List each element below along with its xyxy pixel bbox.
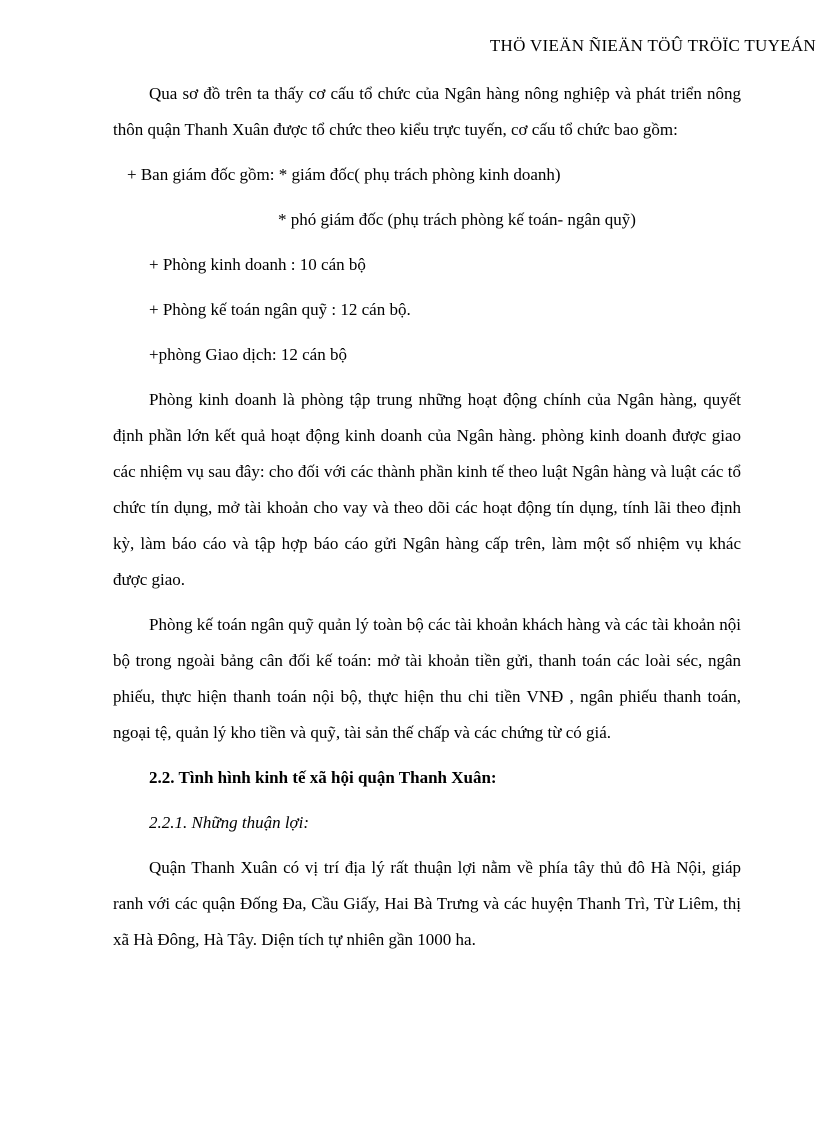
transaction-dept-line: +phòng Giao dịch: 12 cán bộ	[149, 345, 347, 364]
accounting-dept-line: + Phòng kế toán ngân quỹ : 12 cán bộ.	[149, 300, 411, 319]
location-desc-paragraph: Quận Thanh Xuân có vị trí địa lý rất thuận lợi nằm về phía tây thủ đô Hà Nội, giáp ranh với các quận Đống Đa, Cầu Giấy, Hai Bà Trưng và các huyện Thanh Trì, Từ Liêm, thị xã Hà Đông, Hà Tây. Diện tích tự nhiên gần 1000 ha.	[113, 858, 741, 949]
deputy-line: * phó giám đốc (phụ trách phòng kế toán- ngân quỹ)	[278, 210, 636, 229]
business-dept-line: + Phòng kinh doanh : 10 cán bộ	[149, 255, 366, 274]
accounting-desc-paragraph: Phòng kế toán ngân quỹ quản lý toàn bộ các tài khoản khách hàng và các tài khoản nội bộ trong ngoài bảng cân đối kế toán: mở tài khoản tiền gửi, thanh toán các loài séc, ngân phiếu, thực hiện thanh toán nội bộ, thực hiện thu chi tiền VNĐ , ngân phiếu thanh toán, ngoại tệ, quản lý kho tiền và quỹ, tài sản thế chấp và các chứng từ có giá.	[113, 615, 741, 742]
page-header: THÖ VIEÄN ÑIEÄN TÖÛ TRÖÏC TUYEÁN	[489, 36, 816, 55]
document-body	[113, 76, 741, 958]
subsection-heading: 2.2.1. Những thuận lợi:	[149, 813, 310, 832]
intro-paragraph: Qua sơ đồ trên ta thấy cơ cấu tổ chức của Ngân hàng nông nghiệp và phát triển nông thôn quận Thanh Xuân được tổ chức theo kiểu trực tuyến, cơ cấu tổ chức bao gồm:	[113, 84, 741, 139]
section-heading: 2.2. Tình hình kinh tế xã hội quận Thanh Xuân:	[149, 768, 497, 787]
business-desc-paragraph: Phòng kinh doanh là phòng tập trung những hoạt động chính của Ngân hàng, quyết định phần lớn kết quả hoạt động kinh doanh của Ngân hàng. phòng kinh doanh được giao các nhiệm vụ sau đây: cho đối với các thành phần kinh tế theo luật Ngân hàng và luật các tổ chức tín dụng, mở tài khoản cho vay và theo dõi các hoạt động tín dụng, tính lãi theo định kỳ, làm báo cáo và tập hợp báo cáo gửi Ngân hàng cấp trên, làm một số nhiệm vụ khác được giao.	[113, 390, 741, 589]
board-line: + Ban giám đốc gồm: * giám đốc( phụ trách phòng kinh doanh)	[127, 165, 561, 184]
